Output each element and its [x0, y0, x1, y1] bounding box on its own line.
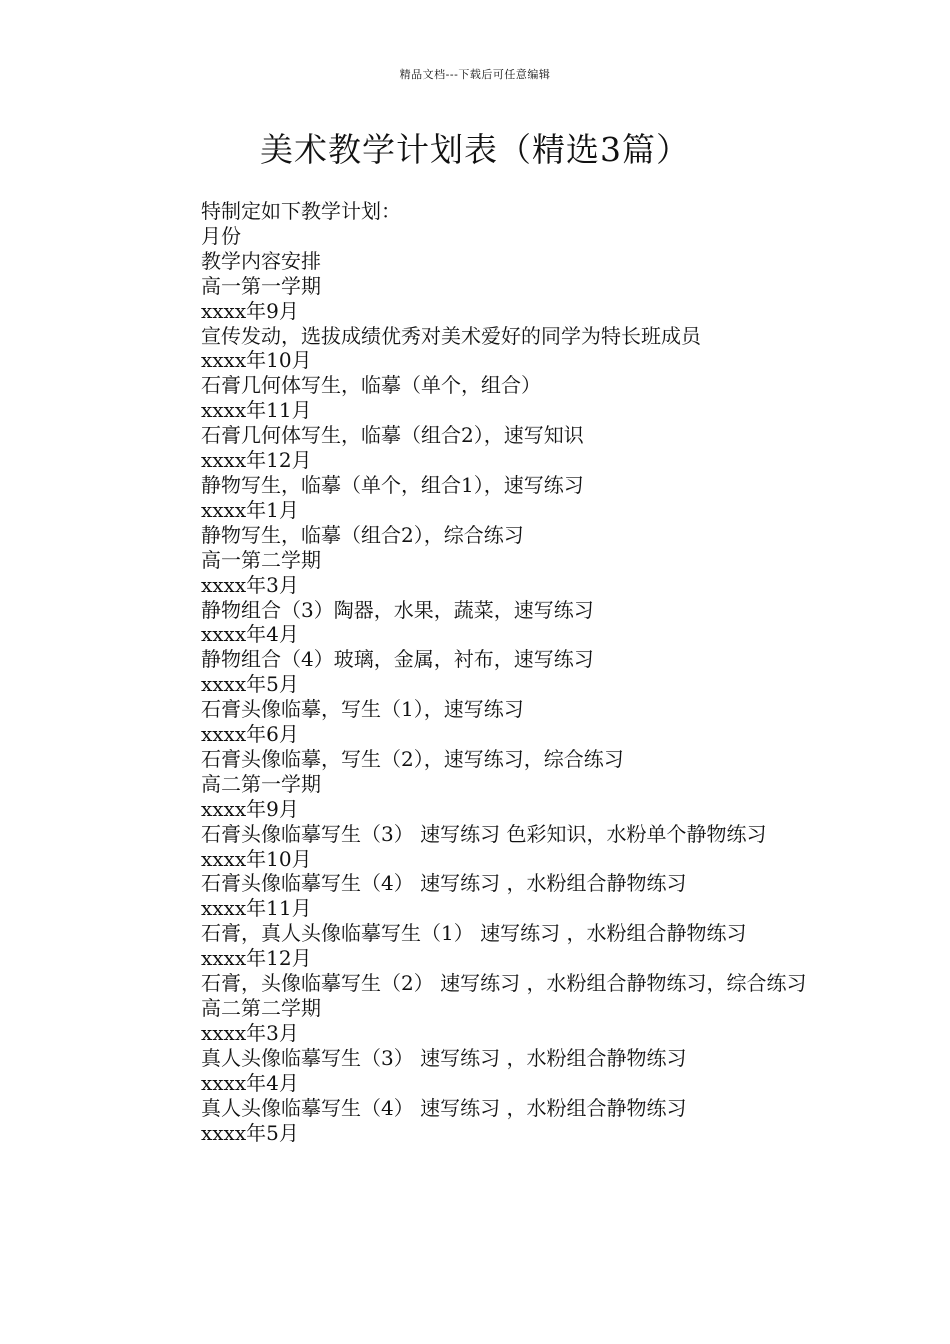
semester-heading: 高一第二学期: [201, 547, 321, 572]
body-line: 教学内容安排: [201, 248, 321, 273]
content-line: 石膏，真人头像临摹写生（1） 速写练习 ，水粉组合静物练习: [201, 921, 747, 946]
content-line: 石膏几何体写生，临摹（组合2），速写知识: [201, 423, 584, 448]
plan-body: [145, 199, 810, 1145]
month-line: xxxx年5月: [201, 1120, 299, 1145]
month-line: xxxx年11月: [201, 398, 312, 423]
semester-heading: 高二第一学期: [201, 771, 321, 796]
month-line: xxxx年4月: [201, 1070, 299, 1095]
month-line: xxxx年6月: [201, 722, 299, 747]
content-line: 石膏头像临摹写生（4） 速写练习 ，水粉组合静物练习: [201, 871, 687, 896]
content-line: 真人头像临摹写生（3） 速写练习 ，水粉组合静物练习: [201, 1045, 687, 1070]
month-line: xxxx年1月: [201, 497, 299, 522]
content-line: 静物写生，临摹（组合2），综合练习: [201, 522, 524, 547]
content-line: 石膏头像临摹写生（3） 速写练习 色彩知识，水粉单个静物练习: [201, 821, 767, 846]
month-line: xxxx年5月: [201, 672, 299, 697]
content-line: 静物组合（4）玻璃，金属，衬布，速写练习: [201, 647, 594, 672]
content-line: 静物写生，临摹（单个，组合1），速写练习: [201, 472, 584, 497]
content-line: 静物组合（3）陶器，水果，蔬菜，速写练习: [201, 597, 594, 622]
month-line: xxxx年3月: [201, 572, 299, 597]
content-line: 真人头像临摹写生（4） 速写练习 ，水粉组合静物练习: [201, 1095, 687, 1120]
document-title: 美术教学计划表（精选3篇）: [260, 130, 690, 169]
content-line: 石膏几何体写生，临摹（单个，组合）: [201, 373, 541, 398]
header-note: 精品文档---下载后可任意编辑: [399, 68, 551, 81]
month-line: xxxx年10月: [201, 846, 312, 871]
semester-heading: 高二第二学期: [201, 996, 321, 1020]
month-line: xxxx年3月: [201, 1020, 299, 1045]
month-line: xxxx年11月: [201, 896, 312, 921]
month-line: xxxx年12月: [201, 448, 312, 473]
content-line: 石膏头像临摹，写生（2），速写练习，综合练习: [201, 746, 624, 771]
month-line: xxxx年4月: [201, 622, 299, 647]
month-line: xxxx年12月: [201, 946, 312, 971]
month-line: xxxx年9月: [201, 298, 299, 323]
body-line: 特制定如下教学计划：: [201, 199, 401, 223]
content-line: 石膏，头像临摹写生（2） 速写练习 ，水粉组合静物练习，综合练习: [201, 971, 807, 996]
month-line: xxxx年10月: [201, 348, 312, 373]
month-line: xxxx年9月: [201, 796, 299, 821]
content-line: 宣传发动，选拔成绩优秀对美术爱好的同学为特长班成员: [201, 323, 701, 348]
body-line: 月份: [201, 223, 241, 248]
semester-heading: 高一第一学期: [201, 273, 321, 298]
content-line: 石膏头像临摹，写生（1），速写练习: [201, 697, 524, 722]
